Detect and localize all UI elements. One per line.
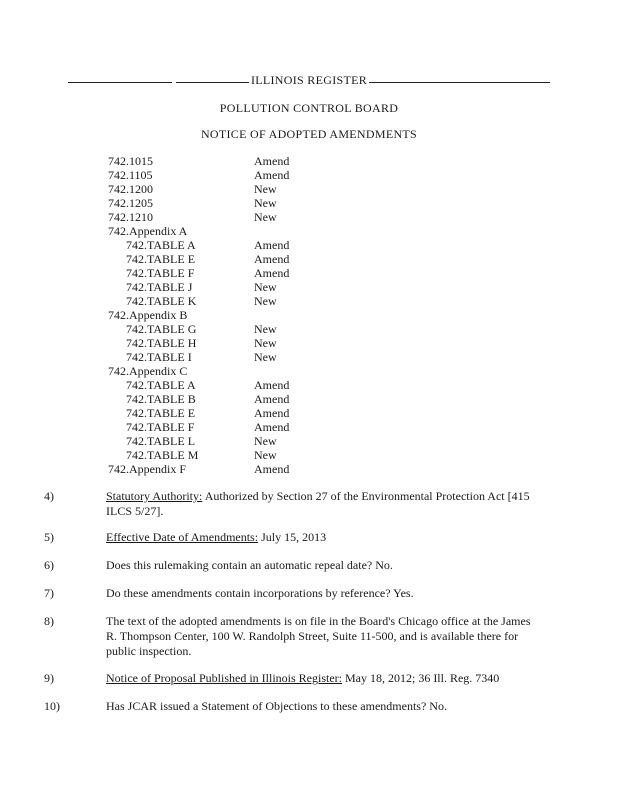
section-number: 742.TABLE A xyxy=(126,378,196,392)
item-answer: No. xyxy=(375,558,393,572)
proposed-action: Amend xyxy=(254,154,290,168)
section-row xyxy=(0,336,618,350)
item-text: Has JCAR issued a Statement of Objections to these amendments? xyxy=(106,699,427,713)
item-line-3: public inspection. xyxy=(106,644,192,658)
item-answer: Yes. xyxy=(393,586,414,600)
register-title: ILLINOIS REGISTER xyxy=(250,73,368,87)
section-row xyxy=(0,182,618,196)
section-number: 742.TABLE M xyxy=(126,448,199,462)
item-number: 5) xyxy=(44,530,54,544)
item-line-2: R. Thompson Center, 100 W. Randolph Street, Suite 11-500, and is available there for xyxy=(106,629,519,643)
item-text: July 15, 2013 xyxy=(261,530,327,544)
item-number: 7) xyxy=(44,586,54,600)
item-number: 4) xyxy=(44,489,54,503)
section-row xyxy=(0,308,618,322)
proposed-action: New xyxy=(254,280,277,294)
section-number: 742.TABLE K xyxy=(126,294,197,308)
section-row xyxy=(0,238,618,252)
section-row xyxy=(0,252,618,266)
proposed-action: Amend xyxy=(254,406,290,420)
proposed-action: Amend xyxy=(254,462,290,476)
section-number: 742.TABLE B xyxy=(126,392,196,406)
proposed-action: New xyxy=(254,350,277,364)
proposed-action: New xyxy=(254,448,277,462)
section-number: 742.1205 xyxy=(108,196,153,210)
item-number: 8) xyxy=(44,614,54,628)
proposed-action: New xyxy=(254,322,277,336)
section-row xyxy=(0,350,618,364)
item-label: Statutory Authority: xyxy=(106,489,203,503)
item-statutory-authority xyxy=(44,489,564,521)
section-number: 742.TABLE J xyxy=(126,280,193,294)
item-label: Effective Date of Amendments: xyxy=(106,530,259,544)
section-number: 742.TABLE E xyxy=(126,252,196,266)
section-row xyxy=(0,154,618,168)
item-text-on-file xyxy=(44,614,564,660)
section-row xyxy=(0,462,618,476)
item-text: Does this rulemaking contain an automatic repeal date? xyxy=(106,558,373,572)
section-number: 742.Appendix F xyxy=(108,462,186,476)
section-row xyxy=(0,280,618,294)
section-number: 742.Appendix A xyxy=(108,224,188,238)
section-row xyxy=(0,196,618,210)
proposed-action: Amend xyxy=(254,378,290,392)
item-answer: No. xyxy=(429,699,447,713)
section-row xyxy=(0,224,618,238)
item-number: 9) xyxy=(44,671,54,685)
section-number: 742.1105 xyxy=(108,168,153,182)
section-number: 742.TABLE H xyxy=(126,336,197,350)
proposed-action: New xyxy=(254,336,277,350)
section-row xyxy=(0,168,618,182)
section-number: 742.1210 xyxy=(108,210,153,224)
item-number: 10) xyxy=(44,699,60,713)
item-label: Notice of Proposal Published in Illinois Register: xyxy=(106,671,342,685)
proposed-action: New xyxy=(254,196,277,210)
proposed-action: Amend xyxy=(254,266,290,280)
section-number: 742.Appendix C xyxy=(108,364,188,378)
item-text: Do these amendments contain incorporations by reference? xyxy=(106,586,391,600)
proposed-action: New xyxy=(254,210,277,224)
section-number: 742.1200 xyxy=(108,182,153,196)
section-number: 742.TABLE G xyxy=(126,322,197,336)
notice-title: NOTICE OF ADOPTED AMENDMENTS xyxy=(200,127,418,141)
item-text: Authorized by Section 27 of the Environmental Protection Act [415 xyxy=(204,489,530,503)
section-row xyxy=(0,294,618,308)
section-number: 742.TABLE L xyxy=(126,434,196,448)
item-line-1: The text of the adopted amendments is on file in the Board's Chicago office at the James xyxy=(106,614,531,628)
section-number: 742.TABLE E xyxy=(126,406,196,420)
section-number: 742.TABLE A xyxy=(126,238,196,252)
section-row xyxy=(0,420,618,434)
proposed-action: Amend xyxy=(254,168,290,182)
section-row xyxy=(0,392,618,406)
section-number: 742.TABLE I xyxy=(126,350,192,364)
item-text: May 18, 2012; 36 Ill. Reg. 7340 xyxy=(344,671,500,685)
proposed-action: Amend xyxy=(254,392,290,406)
proposed-action: New xyxy=(254,182,277,196)
item-number: 6) xyxy=(44,558,54,572)
section-row xyxy=(0,210,618,224)
section-row xyxy=(0,406,618,420)
section-row xyxy=(0,266,618,280)
section-row xyxy=(0,378,618,392)
section-row xyxy=(0,364,618,378)
proposed-action: New xyxy=(254,434,277,448)
section-number: 742.TABLE F xyxy=(126,420,195,434)
item-text-continued: ILCS 5/27]. xyxy=(106,504,164,518)
proposed-action: Amend xyxy=(254,420,290,434)
section-row xyxy=(0,322,618,336)
section-number: 742.TABLE F xyxy=(126,266,195,280)
section-number: 742.Appendix B xyxy=(108,308,188,322)
proposed-action: Amend xyxy=(254,252,290,266)
section-row xyxy=(0,448,618,462)
section-row xyxy=(0,434,618,448)
proposed-action: New xyxy=(254,294,277,308)
proposed-action: Amend xyxy=(254,238,290,252)
section-number: 742.1015 xyxy=(108,154,153,168)
agency-name: POLLUTION CONTROL BOARD xyxy=(219,101,399,115)
